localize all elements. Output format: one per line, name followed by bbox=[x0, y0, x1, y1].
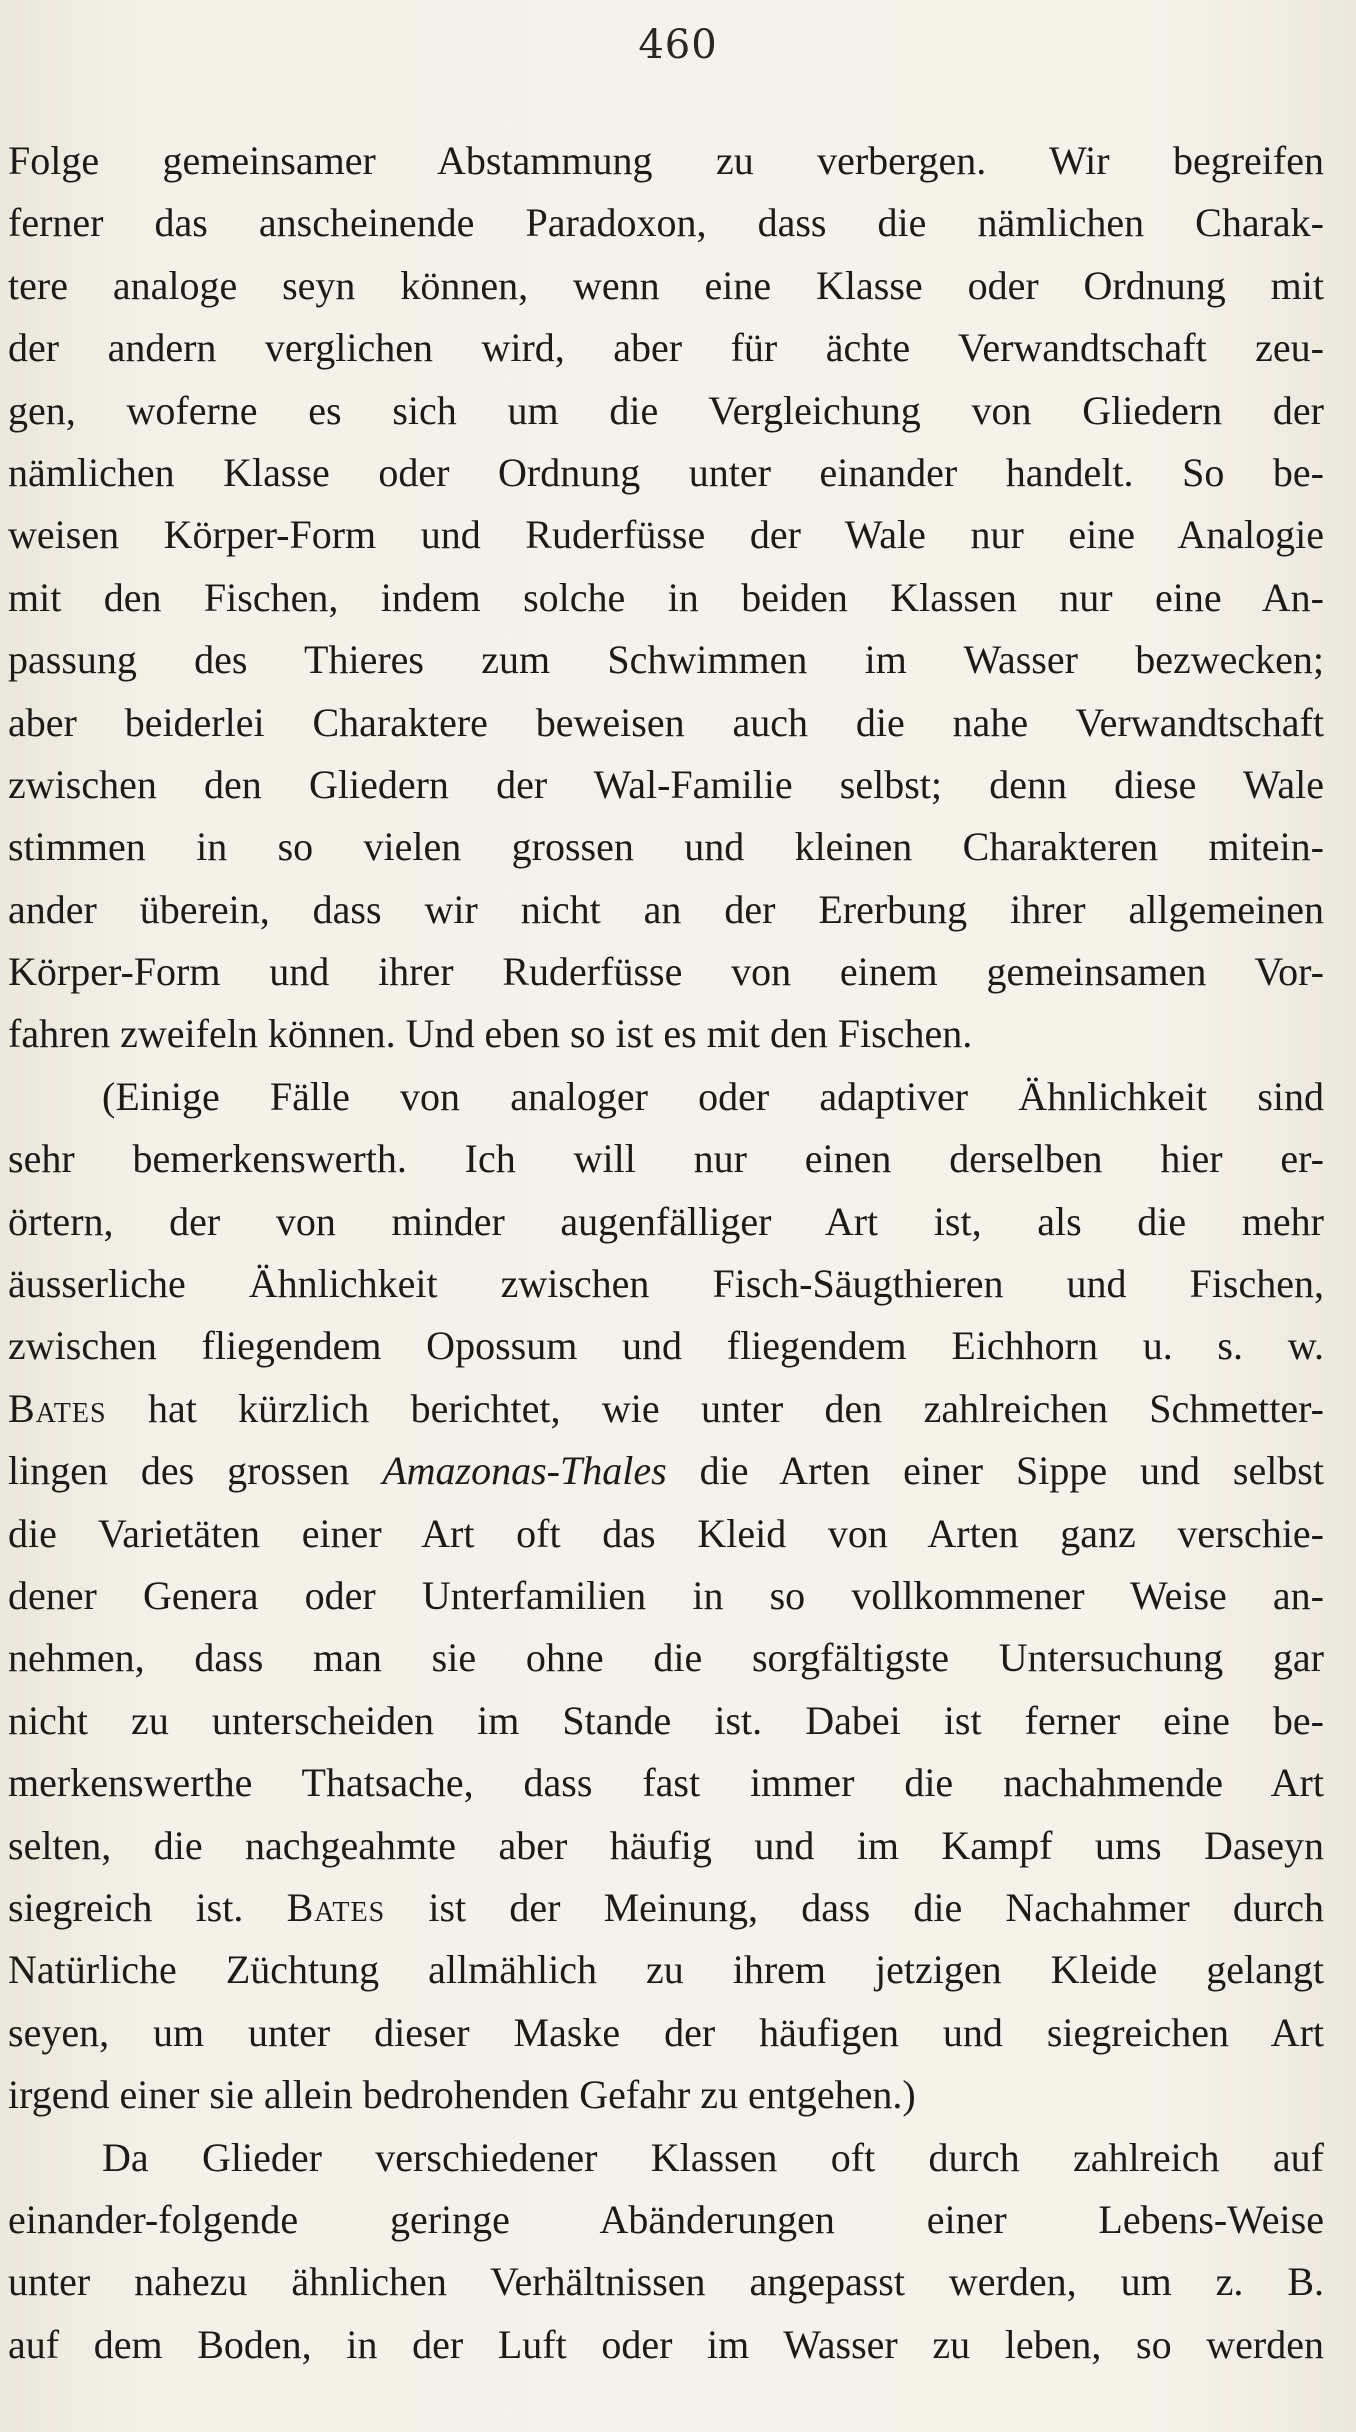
text-fragment: hat kürzlich berichtet, wie unter den zahlreichen Schmetter- bbox=[106, 1385, 1324, 1431]
text-line: ferner das anscheinende Paradoxon, dass die nämlichen Charak- bbox=[8, 200, 1324, 246]
text-line: nehmen, dass man sie ohne die sorgfältigste Untersuchung gar bbox=[8, 1635, 1324, 1681]
text-line: Da Glieder verschiedener Klassen oft durch zahlreich auf bbox=[102, 2134, 1324, 2180]
text-line: nicht zu unterscheiden im Stande ist. Dabei ist ferner eine be- bbox=[8, 1697, 1324, 1743]
text-line: der andern verglichen wird, aber für ächte Verwandtschaft zeu- bbox=[8, 325, 1324, 371]
text-line bbox=[8, 1440, 1324, 1502]
text-line: stimmen in so vielen grossen und kleinen Charakteren mitein- bbox=[8, 824, 1324, 870]
text-line: mit den Fischen, indem solche in beiden Klassen nur eine An- bbox=[8, 574, 1324, 620]
text-line: Folge gemeinsamer Abstammung zu verbergen. Wir begreifen bbox=[8, 138, 1324, 183]
text-line: aber beiderlei Charaktere beweisen auch die nahe Verwandtschaft bbox=[8, 699, 1324, 745]
text-line: ander überein, dass wir nicht an der Ererbung ihrer allgemeinen bbox=[8, 886, 1324, 932]
author-name-bates: Bates bbox=[286, 1884, 386, 1930]
text-line: zwischen fliegendem Opossum und fliegendem Eichhorn u. s. w. bbox=[8, 1323, 1324, 1369]
text-line bbox=[8, 1378, 1324, 1440]
text-line: gen, woferne es sich um die Vergleichung von Gliedern der bbox=[8, 387, 1324, 433]
text-line: die Varietäten einer Art oft das Kleid von Arten ganz verschie- bbox=[8, 1510, 1324, 1556]
text-line: passung des Thieres zum Schwimmen im Wasser bezwecken; bbox=[8, 637, 1324, 683]
italic-place-name: Amazonas-Thales bbox=[382, 1448, 667, 1494]
text-line: dener Genera oder Unterfamilien in so vollkommener Weise an- bbox=[8, 1572, 1324, 1618]
text-fragment: die Arten einer Sippe und selbst bbox=[666, 1448, 1324, 1494]
text-line: unter nahezu ähnlichen Verhältnissen angepasst werden, um z. B. bbox=[8, 2259, 1324, 2305]
text-line: auf dem Boden, in der Luft oder im Wasser zu leben, so werden bbox=[8, 2321, 1324, 2367]
text-line: (Einige Fälle von analoger oder adaptiver Ähnlichkeit sind bbox=[102, 1073, 1324, 1119]
text-line: weisen Körper-Form und Ruderfüsse der Wale nur eine Analogie bbox=[8, 512, 1324, 558]
text-line: Natürliche Züchtung allmählich zu ihrem jetzigen Kleide gelangt bbox=[8, 1947, 1324, 1993]
page-number: 460 bbox=[638, 22, 718, 68]
text-fragment: ist der Meinung, dass die Nachahmer durch bbox=[385, 1884, 1324, 1930]
author-name-bates: Bates bbox=[8, 1385, 107, 1431]
text-line: zwischen den Gliedern der Wal-Familie selbst; denn diese Wale bbox=[8, 761, 1324, 807]
text-line: nämlichen Klasse oder Ordnung unter einander handelt. So be- bbox=[8, 449, 1324, 495]
text-line: äusserliche Ähnlichkeit zwischen Fisch-Säugthieren und Fischen, bbox=[8, 1261, 1324, 1307]
text-line: tere analoge seyn können, wenn eine Klasse oder Ordnung mit bbox=[8, 262, 1324, 308]
text-line: selten, die nachgeahmte aber häufig und im Kampf ums Daseyn bbox=[8, 1822, 1324, 1868]
text-fragment: siegreich ist. bbox=[8, 1884, 287, 1930]
text-fragment: lingen des grossen bbox=[8, 1448, 383, 1494]
body-text bbox=[8, 130, 1324, 2376]
text-line: irgend einer sie allein bedrohenden Gefahr zu entgehen.) bbox=[8, 2072, 916, 2118]
text-line: merkenswerthe Thatsache, dass fast immer die nachahmende Art bbox=[8, 1760, 1324, 1806]
text-line: seyen, um unter dieser Maske der häufigen und siegreichen Art bbox=[8, 2009, 1324, 2055]
text-line: örtern, der von minder augenfälliger Art ist, als die mehr bbox=[8, 1198, 1324, 1244]
text-line: fahren zweifeln können. Und eben so ist es mit den Fischen. bbox=[8, 1011, 973, 1057]
text-line: Körper-Form und ihrer Ruderfüsse von einem gemeinsamen Vor- bbox=[8, 949, 1324, 995]
text-line: einander-folgende geringe Abänderungen einer Lebens-Weise bbox=[8, 2196, 1324, 2242]
text-line bbox=[8, 1877, 1324, 1939]
text-line: sehr bemerkenswerth. Ich will nur einen derselben hier er- bbox=[8, 1136, 1324, 1182]
